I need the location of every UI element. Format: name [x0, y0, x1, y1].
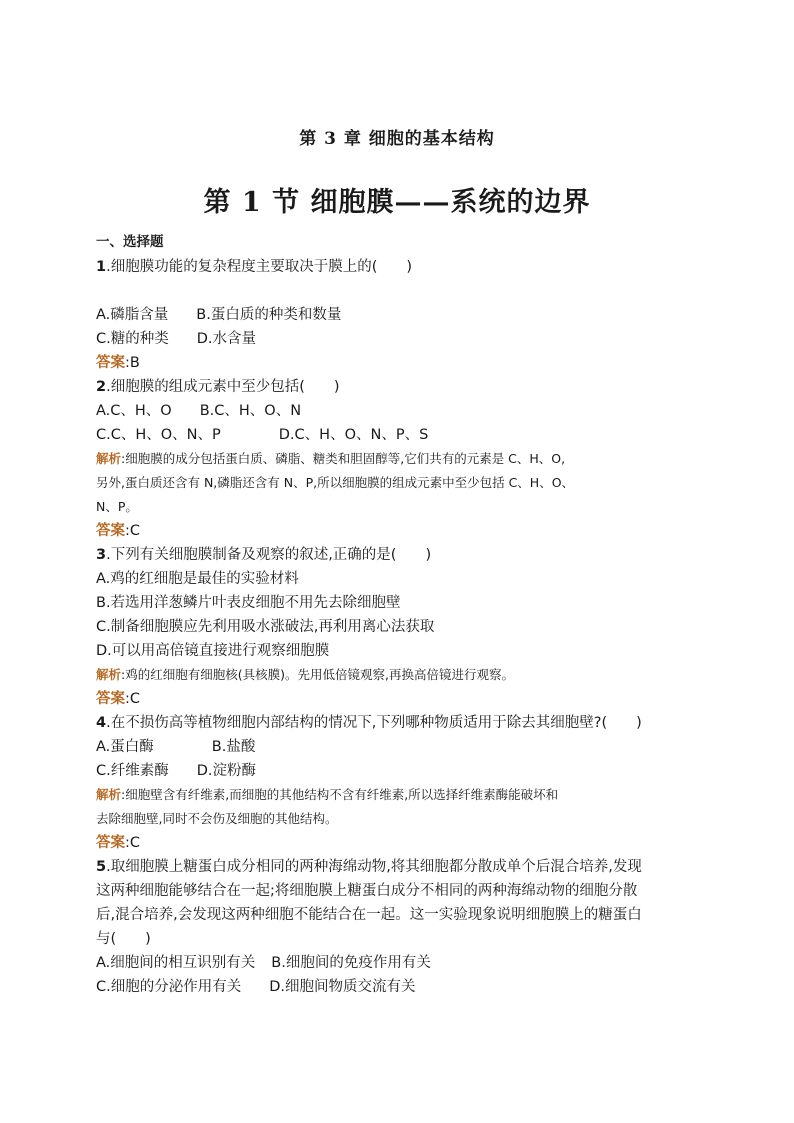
- question-3-answer: [96, 687, 696, 711]
- option-d: D.淀粉酶: [196, 763, 257, 779]
- question-2-stem: [96, 375, 696, 399]
- question-1-answer: [96, 351, 696, 375]
- question-3-stem: [96, 543, 696, 567]
- question-5-stem-line-1: [96, 855, 696, 879]
- question-3-option-b: B.若选用洋葱鳞片叶表皮细胞不用先去除细胞壁: [96, 595, 401, 611]
- section-title: 第 1 节 细胞膜——系统的边界: [203, 187, 591, 218]
- option-c: C.糖的种类: [96, 331, 169, 347]
- answer-label: 答案: [96, 523, 125, 539]
- answer-value: :C: [125, 835, 141, 851]
- answer-label: 答案: [96, 835, 125, 851]
- question-2-analysis-line-2: 另外,蛋白质还含有 N,磷脂还含有 N、P,所以细胞膜的组成元素中至少包括 C、H、O、: [96, 475, 575, 490]
- question-text: .下列有关细胞膜制备及观察的叙述,正确的是( ): [106, 547, 432, 563]
- question-text: .取细胞膜上糖蛋白成分相同的两种海绵动物,将其细胞都分散成单个后混合培养,发现: [106, 859, 642, 875]
- option-d: D.细胞间物质交流有关: [269, 979, 416, 995]
- question-5-stem-line-4: 与( ): [96, 931, 151, 947]
- analysis-text: :细胞膜的成分包括蛋白质、磷脂、糖类和胆固醇等,它们共有的元素是 C、H、O,: [121, 451, 566, 466]
- answer-value: :C: [125, 691, 141, 707]
- question-1-stem: [96, 255, 696, 279]
- question-list: [96, 232, 696, 999]
- question-4-answer: [96, 831, 696, 855]
- question-3-analysis: [96, 663, 696, 687]
- question-2-options-row-1: [96, 399, 696, 423]
- question-5-options-row-1: [96, 951, 696, 975]
- question-1-options-row-1: [96, 303, 696, 327]
- option-b: B.C、H、O、N: [199, 403, 302, 419]
- option-b: B.细胞间的免疫作用有关: [271, 955, 431, 971]
- answer-label: 答案: [96, 355, 125, 371]
- analysis-label: 解析: [96, 667, 122, 682]
- part-heading: 一、选择题: [96, 234, 164, 250]
- question-5-stem-line-3: 后,混合培养,会发现这两种细胞不能结合在一起。这一实验现象说明细胞膜上的糖蛋白: [96, 907, 642, 923]
- question-3-option-c: C.制备细胞膜应先利用吸水涨破法,再利用离心法获取: [96, 619, 435, 635]
- option-c: C.纤维素酶: [96, 763, 169, 779]
- question-1-options-row-2: [96, 327, 696, 351]
- question-number: 1: [96, 259, 107, 275]
- question-number: 2: [96, 379, 107, 395]
- option-a: A.C、H、O: [96, 403, 172, 419]
- option-c: C.C、H、O、N、P: [96, 427, 221, 443]
- option-a: A.细胞间的相互识别有关: [96, 955, 256, 971]
- question-text: .细胞膜的组成元素中至少包括( ): [106, 379, 340, 395]
- question-2-options-row-2: [96, 423, 696, 447]
- question-5-options-row-2: [96, 975, 696, 999]
- option-b: B.盐酸: [211, 739, 256, 755]
- analysis-label: 解析: [96, 451, 122, 466]
- question-2-answer: [96, 519, 696, 543]
- analysis-text: :细胞壁含有纤维素,而细胞的其他结构不含有纤维素,所以选择纤维素酶能破坏和: [121, 787, 559, 802]
- option-b: B.蛋白质的种类和数量: [196, 307, 342, 323]
- chapter-title: 第 3 章 细胞的基本结构: [299, 129, 495, 149]
- question-3-option-a: A.鸡的红细胞是最佳的实验材料: [96, 571, 299, 587]
- question-number: 5: [96, 859, 107, 875]
- question-4-analysis-line-2: 去除细胞壁,同时不会伤及细胞的其他结构。: [96, 811, 338, 826]
- analysis-label: 解析: [96, 787, 122, 802]
- question-2-analysis-line-1: [96, 447, 696, 471]
- question-4-options-row-2: [96, 759, 696, 783]
- option-a: A.磷脂含量: [96, 307, 169, 323]
- answer-label: 答案: [96, 691, 125, 707]
- question-text: .在不损伤高等植物细胞内部结构的情况下,下列哪种物质适用于除去其细胞壁?( ): [106, 715, 642, 731]
- option-d: D.C、H、O、N、P、S: [278, 427, 429, 443]
- question-2-analysis-line-3: N、P。: [96, 499, 138, 514]
- question-5-stem-line-2: 这两种细胞能够结合在一起;将细胞膜上糖蛋白成分不相同的两种海绵动物的细胞分散: [96, 883, 638, 899]
- answer-value: :C: [125, 523, 141, 539]
- option-c: C.细胞的分泌作用有关: [96, 979, 242, 995]
- question-4-options-row-1: [96, 735, 696, 759]
- question-number: 3: [96, 547, 107, 563]
- option-d: D.水含量: [196, 331, 257, 347]
- blank-line: [96, 279, 696, 303]
- question-text: .细胞膜功能的复杂程度主要取决于膜上的( ): [106, 259, 413, 275]
- question-3-option-d: D.可以用高倍镜直接进行观察细胞膜: [96, 643, 330, 659]
- answer-value: :B: [125, 355, 140, 371]
- option-a: A.蛋白酶: [96, 739, 154, 755]
- question-4-stem: [96, 711, 696, 735]
- question-number: 4: [96, 715, 107, 731]
- question-4-analysis-line-1: [96, 783, 696, 807]
- analysis-text: :鸡的红细胞有细胞核(具核膜)。先用低倍镜观察,再换高倍镜进行观察。: [121, 667, 514, 682]
